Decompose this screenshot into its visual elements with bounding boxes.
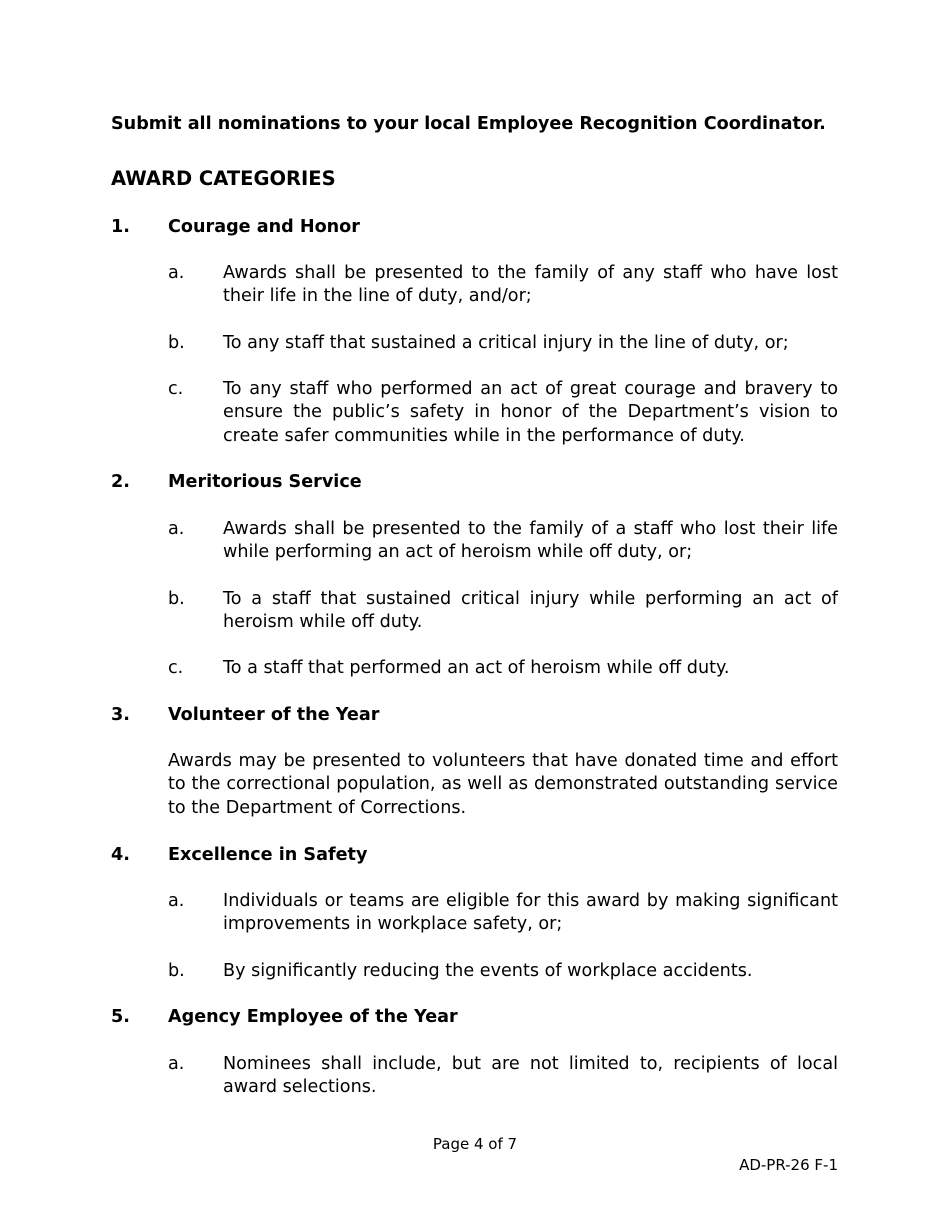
page-number: Page 4 of 7 — [432, 1135, 518, 1153]
item-text: Nominees shall include, but are not limited to, recipients of local award selections. — [223, 1054, 838, 1098]
section-title: Volunteer of the Year — [168, 705, 380, 725]
item-text: Awards shall be presented to the family of any staff who have lost their life in the line of duty, and/or; — [223, 263, 838, 307]
section-number: 4. — [111, 845, 130, 865]
item-letter: b. — [168, 961, 185, 981]
item-letter: a. — [168, 263, 185, 283]
intro-instruction: Submit all nominations to your local Employee Recognition Coordinator. — [111, 114, 826, 134]
item-letter: c. — [168, 379, 184, 399]
section-number: 3. — [111, 705, 130, 725]
section-title: Excellence in Safety — [168, 845, 368, 865]
section-title: Courage and Honor — [168, 217, 360, 237]
section-title: Agency Employee of the Year — [168, 1007, 458, 1027]
item-text: By significantly reducing the events of workplace accidents. — [223, 961, 753, 981]
item-text: Individuals or teams are eligible for this award by making significant improvements in workplace safety, or; — [223, 891, 838, 935]
form-code: AD-PR-26 F-1 — [739, 1156, 838, 1174]
section-title: Meritorious Service — [168, 472, 362, 492]
section-number: 5. — [111, 1007, 130, 1027]
section-heading: AWARD CATEGORIES — [111, 167, 336, 190]
item-text: To any staff who performed an act of great courage and bravery to ensure the public’s safety in honor of the Department’s vision to create safer communities while in the performance of duty. — [223, 379, 838, 446]
section-number: 1. — [111, 217, 130, 237]
item-text: To a staff that sustained critical injury while performing an act of heroism while off duty. — [223, 589, 838, 633]
section-paragraph: Awards may be presented to volunteers that have donated time and effort to the correctional population, as well as demonstrated outstanding service to the Department of Corrections. — [168, 751, 838, 818]
item-text: To a staff that performed an act of heroism while off duty. — [223, 658, 730, 678]
item-text: To any staff that sustained a critical injury in the line of duty, or; — [223, 333, 789, 353]
section-number: 2. — [111, 472, 130, 492]
item-letter: a. — [168, 891, 185, 911]
item-letter: c. — [168, 658, 184, 678]
item-letter: a. — [168, 519, 185, 539]
item-letter: a. — [168, 1054, 185, 1074]
item-letter: b. — [168, 333, 185, 353]
item-text: Awards shall be presented to the family of a staff who lost their life while performing an act of heroism while off duty, or; — [223, 519, 838, 563]
item-letter: b. — [168, 589, 185, 609]
